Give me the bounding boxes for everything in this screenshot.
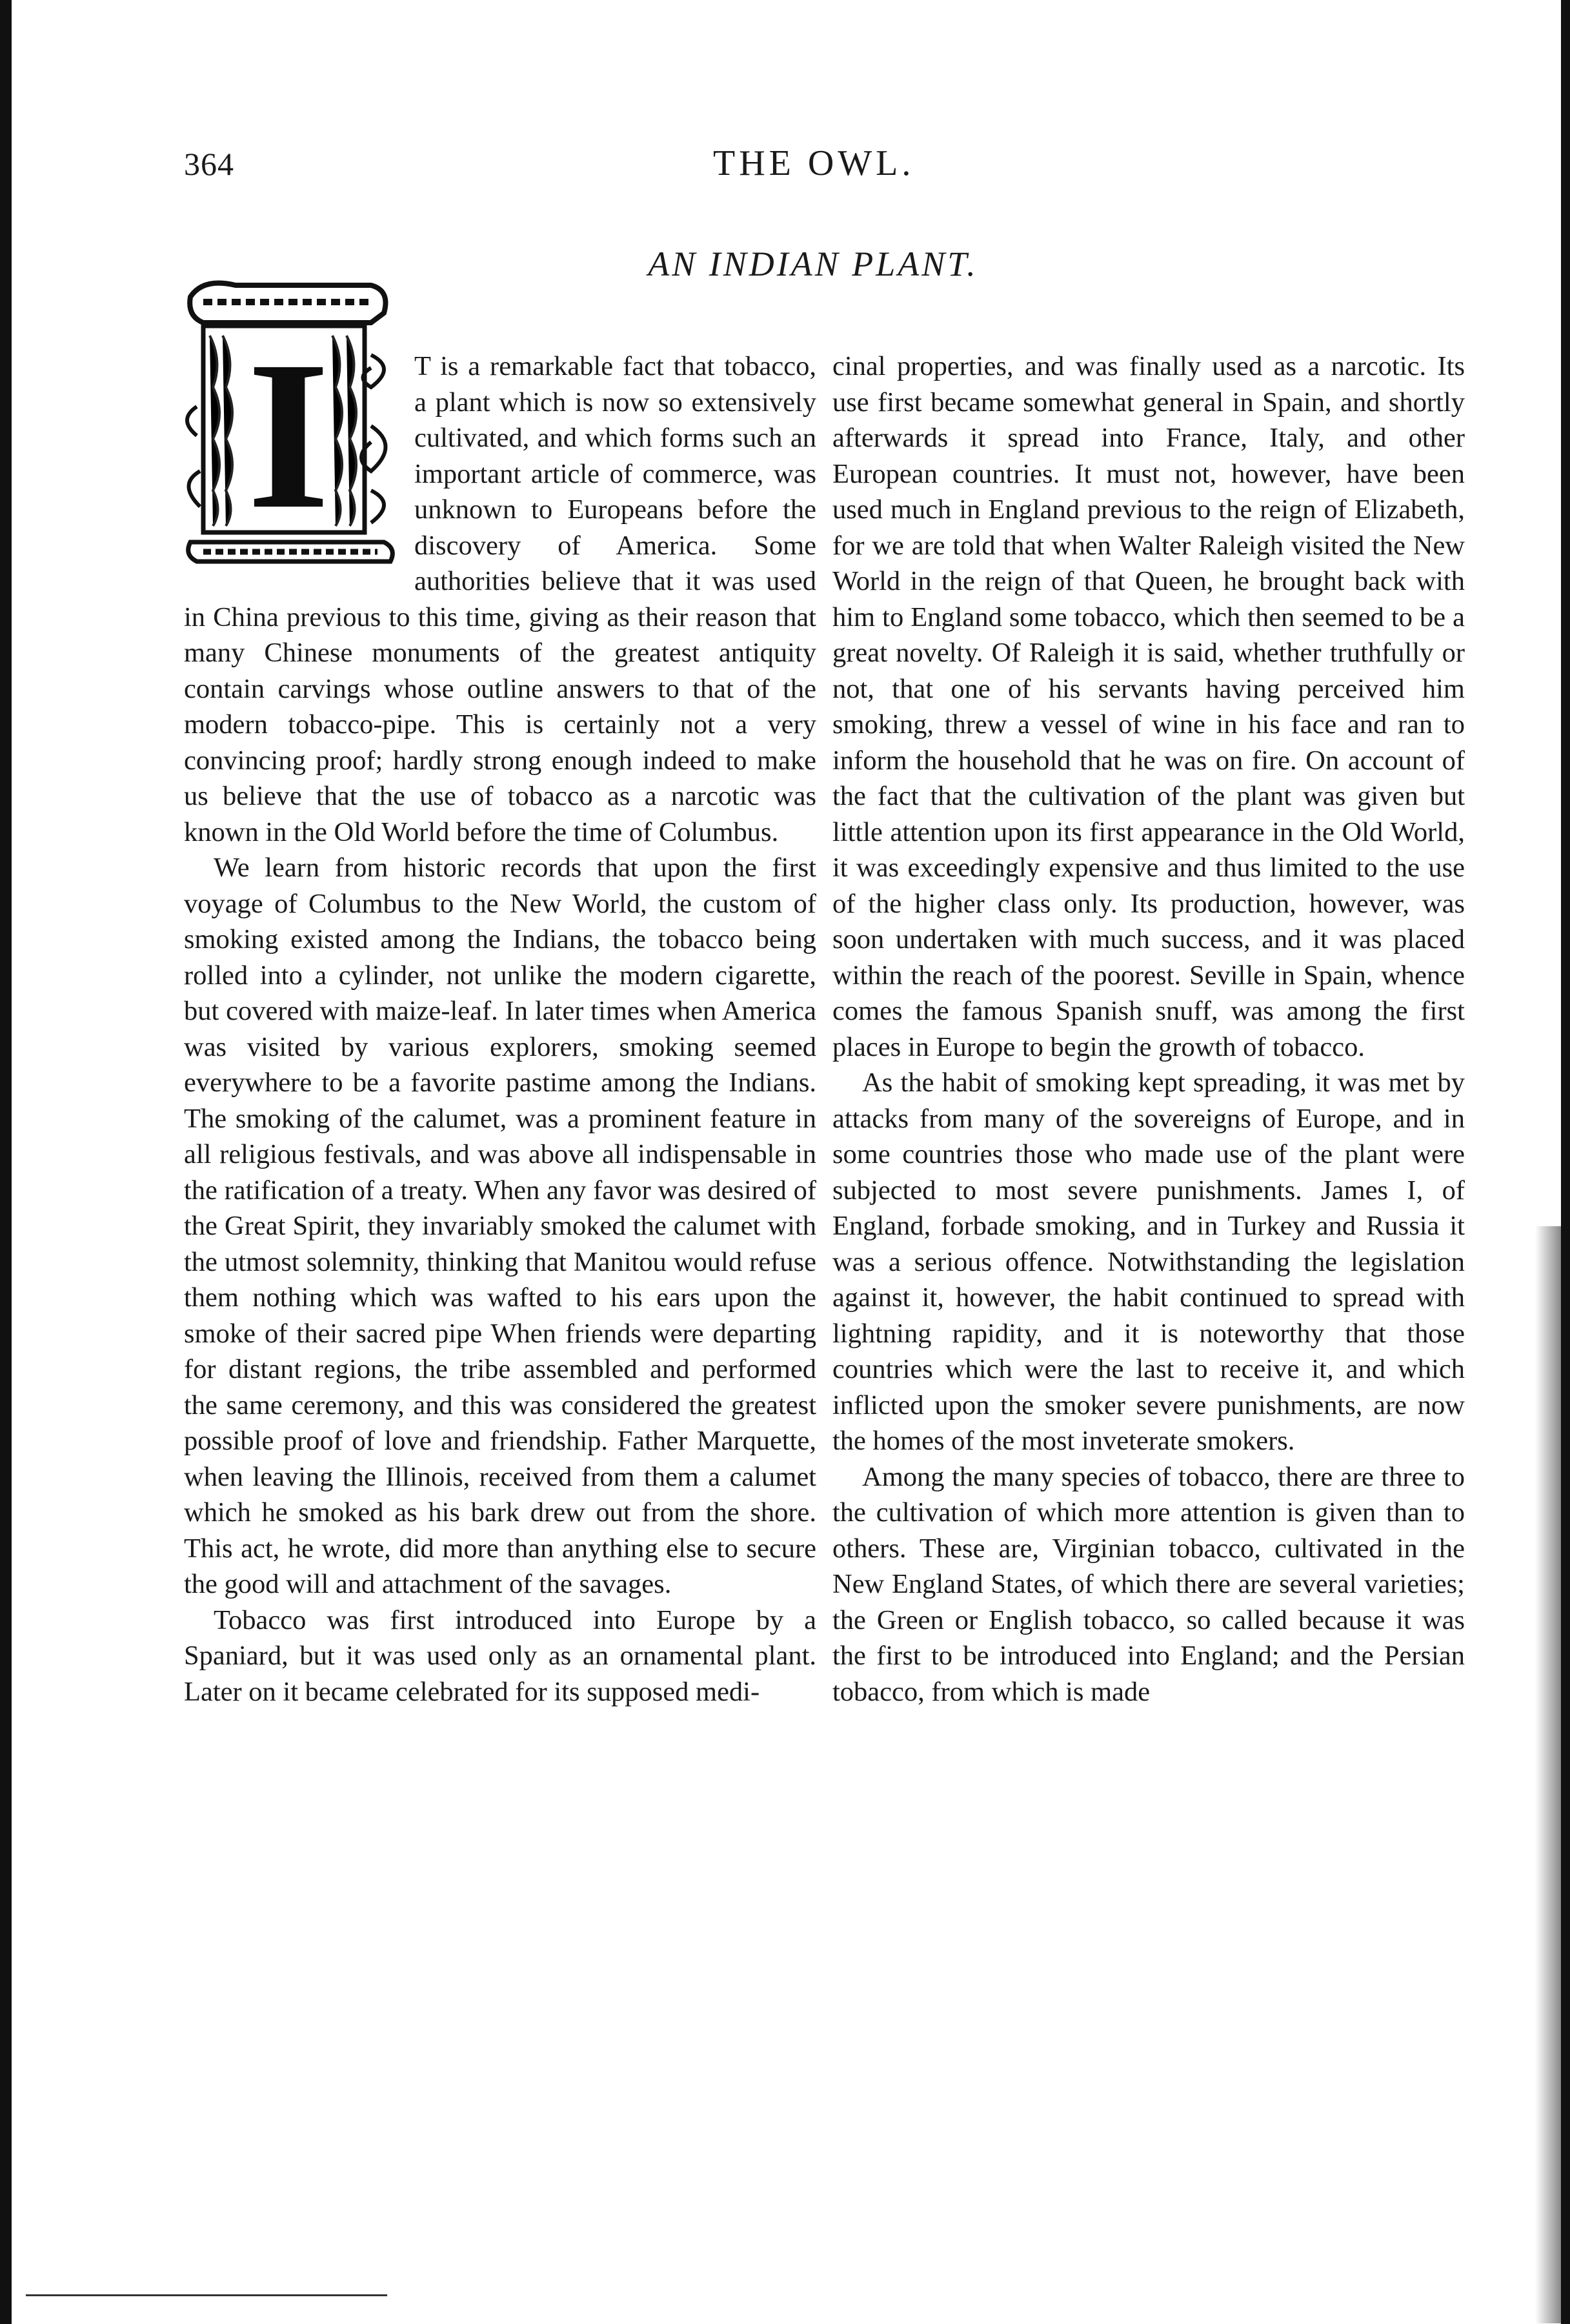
- paragraph: Tobacco was first introduced into Europe by a Spaniard, but it was used only as an ornamental plant. Later on it became celebrated for its supposed medi-: [184, 1604, 816, 1707]
- running-head: [184, 145, 1442, 190]
- article-title: AN INDIAN PLANT.: [648, 245, 978, 283]
- scan-edge-shadow: [1535, 1226, 1561, 2323]
- scan-edge-left: [0, 0, 12, 2324]
- right-column: [832, 349, 1465, 1710]
- paragraph: Among the many species of tobacco, there are three to the cultivation of which more attention is given than to others. These are, Virginian tobacco, cultivated in the New England States, of which there are several varieties; the Green or English tobacco, so called because it was the first to be introduced into England; and the Persian tobacco, from which is made: [832, 1461, 1465, 1707]
- page-number: 364: [184, 146, 234, 182]
- scan-edge-right: [1561, 0, 1570, 2324]
- ornamental-drop-cap: [177, 278, 400, 574]
- paragraph: As the habit of smoking kept spreading, it was met by attacks from many of the sovereigns of Europe, and in some countries those who made use of the plant were subjected to most severe punishments. James I, of England, forbade smoking, and in Turkey and Russia it was a serious offence. Notwithstanding the legislation against it, however, the habit continued to spread with lightning rapidity, and it is noteworthy that those countries which were the last to receive it, and which inflicted upon the smoker severe punishments, are now the homes of the most inveterate smokers.: [832, 1067, 1465, 1456]
- paragraph: T is a remarkable fact that tobacco, a plant which is now so extensively cultivated, and which forms such an important article of commerce, was unknown to Europeans before the discovery of America. Some authorities believe that it was used in China previous to this time, giving as their reason that many Chinese monuments of the greatest antiquity contain carvings whose outline answers to that of the modern tobacco-pipe. This is certainly not a very convincing proof; hardly strong enough indeed to make us believe that the use of tobacco as a narcotic was known in the Old World before the time of Columbus.: [184, 351, 816, 847]
- paragraph: We learn from historic records that upon the first voyage of Columbus to the New World, the custom of smoking existed among the Indians, the tobacco being rolled into a cylinder, not unlike the modern cigarette, but covered with maize-leaf. In later times when America was visited by various explorers, smoking seemed everywhere to be a favorite pastime among the Indians. The smoking of the calumet, was a prominent feature in all religious festivals, and was above all indispensable in the ratification of a treaty. When any favor was desired of the Great Spirit, they invariably smoked the calumet with the utmost solemnity, thinking that Manitou would refuse them nothing which was wafted to his ears upon the smoke of their sacred pipe When friends were departing for distant regions, the tribe assembled and performed the same ceremony, and this was considered the greatest possible proof of love and friendship. Father Marquette, when leaving the Illinois, received from them a calumet which he smoked as his bark drew out from the shore. This act, he wrote, did more than anything else to secure the good will and attachment of the savages.: [184, 853, 816, 1599]
- paragraph: cinal properties, and was finally used as a narcotic. Its use first became somewhat general in Spain, and shortly afterwards it spread into France, Italy, and other European countries. It must not, however, have been used much in England previous to the reign of Elizabeth, for we are told that when Walter Raleigh visited the New World in the reign of that Queen, he brought back with him to England some tobacco, which then seemed to be a great novelty. Of Raleigh it is said, whether truthfully or not, that one of his servants having perceived him smoking, threw a vessel of wine in his face and ran to inform the household that he was on fire. On account of the fact that the cultivation of the plant was given but little attention upon its first appearance in the Old World, it was exceedingly expensive and thus limited to the use of the higher class only. Its production, however, was soon undertaken with much success, and it was placed within the reach of the poorest. Seville in Spain, whence comes the famous Spanish snuff, was among the first places in Europe to begin the growth of tobacco.: [832, 351, 1465, 1062]
- journal-title: THE OWL.: [713, 143, 915, 183]
- left-column: [184, 318, 816, 1710]
- drop-cap-letter: I: [247, 318, 330, 553]
- bottom-rule: [26, 2294, 387, 2296]
